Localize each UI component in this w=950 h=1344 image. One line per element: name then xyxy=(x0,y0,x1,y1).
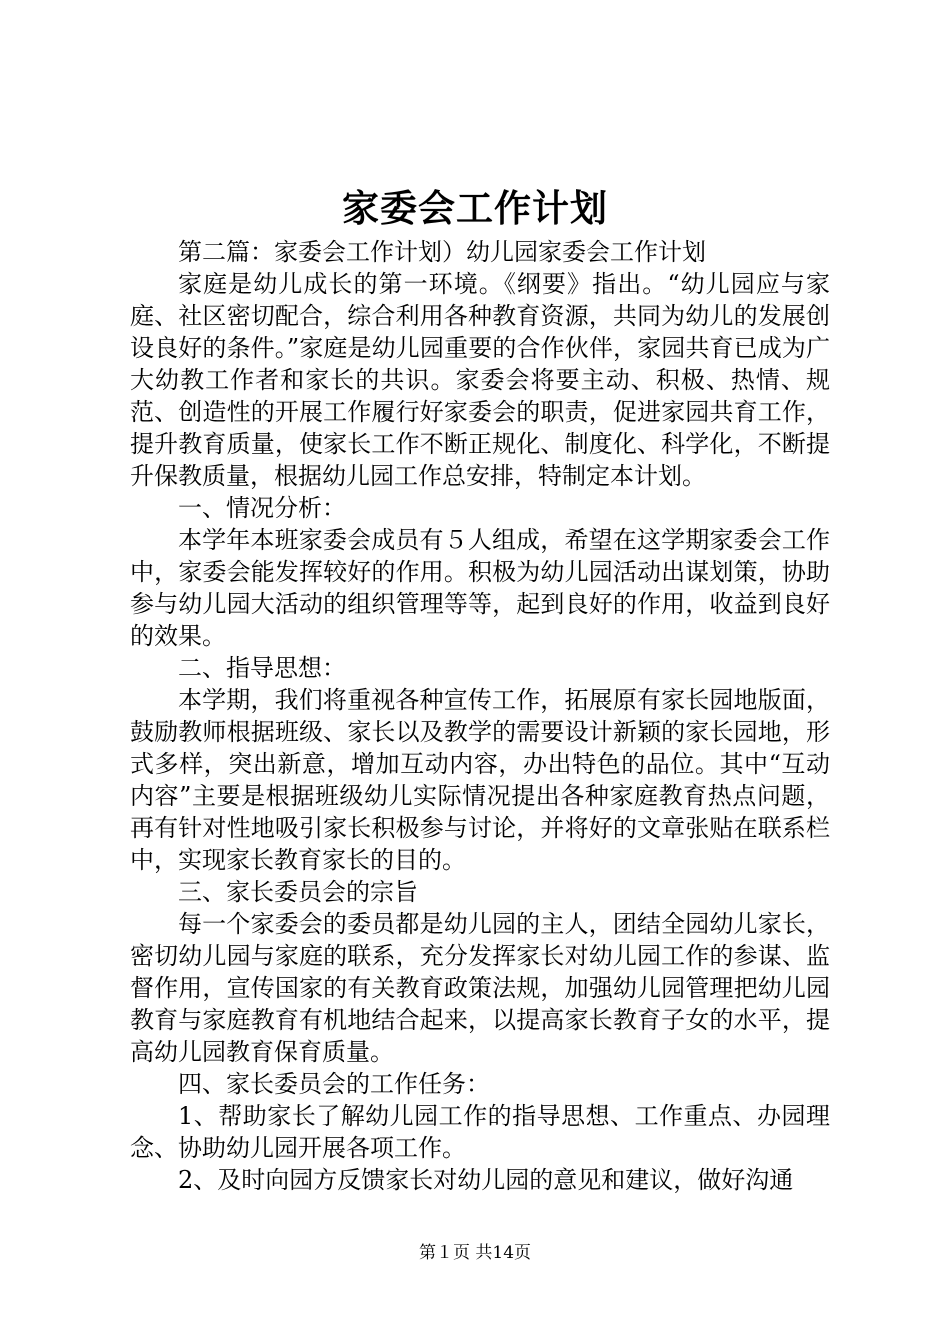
paragraph-intro: 家庭是幼儿成长的第一环境。《纲要》指出。“幼儿园应与家庭、社区密切配合，综合利用各种教育资源，共同为幼儿的发展创设良好的条件。”家庭是幼儿园重要的合作伙伴，家园共育已成为广大幼教工作者和家长的共识。家委会将要主动、积极、热情、规范、创造性的开展工作履行好家委会的职责，促进家园共育工作，提升教育质量，使家长工作不断正规化、制度化、科学化，不断提升保教质量，根据幼儿园工作总安排，特制定本计划。 xyxy=(130,270,830,490)
list-item-task-2: 2、及时向园方反馈家长对幼儿园的意见和建议，做好沟通 xyxy=(178,1166,794,1194)
paragraph-subtitle: 第二篇：家委会工作计划）幼儿园家委会工作计划 xyxy=(178,238,706,266)
section-heading-situation: 一、情况分析： xyxy=(178,494,346,522)
page-footer: 第１页 共14页 xyxy=(418,1243,532,1263)
section-heading-guidance: 二、指导思想： xyxy=(178,654,346,682)
list-item-task-1: 1、帮助家长了解幼儿园工作的指导思想、工作重点、办园理念、协助幼儿园开展各项工作。 xyxy=(130,1102,830,1162)
section-heading-purpose: 三、家长委员会的宗旨 xyxy=(178,878,418,906)
paragraph-purpose: 每一个家委会的委员都是幼儿园的主人，团结全园幼儿家长，密切幼儿园与家庭的联系，充分发挥家长对幼儿园工作的参谋、监督作用，宣传国家的有关教育政策法规，加强幼儿园管理把幼儿园教育与家庭教育有机地结合起来，以提高家长教育子女的水平，提高幼儿园教育保育质量。 xyxy=(130,910,830,1066)
document-title: 家委会工作计划 xyxy=(342,186,608,230)
paragraph-guidance: 本学期，我们将重视各种宣传工作，拓展原有家长园地版面，鼓励教师根据班级、家长以及教学的需要设计新颖的家长园地，形式多样，突出新意，增加互动内容，办出特色的品位。其中“互动内容”主要是根据班级幼儿实际情况提出各种家庭教育热点问题，再有针对性地吸引家长积极参与讨论，并将好的文章张贴在联系栏中，实现家长教育家长的目的。 xyxy=(130,686,830,874)
section-heading-tasks: 四、家长委员会的工作任务： xyxy=(178,1070,490,1098)
document-body xyxy=(130,236,830,1196)
paragraph-situation: 本学年本班家委会成员有５人组成，希望在这学期家委会工作中，家委会能发挥较好的作用。积极为幼儿园活动出谋划策，协助参与幼儿园大活动的组织管理等等，起到良好的作用，收益到良好的效果。 xyxy=(130,526,830,650)
